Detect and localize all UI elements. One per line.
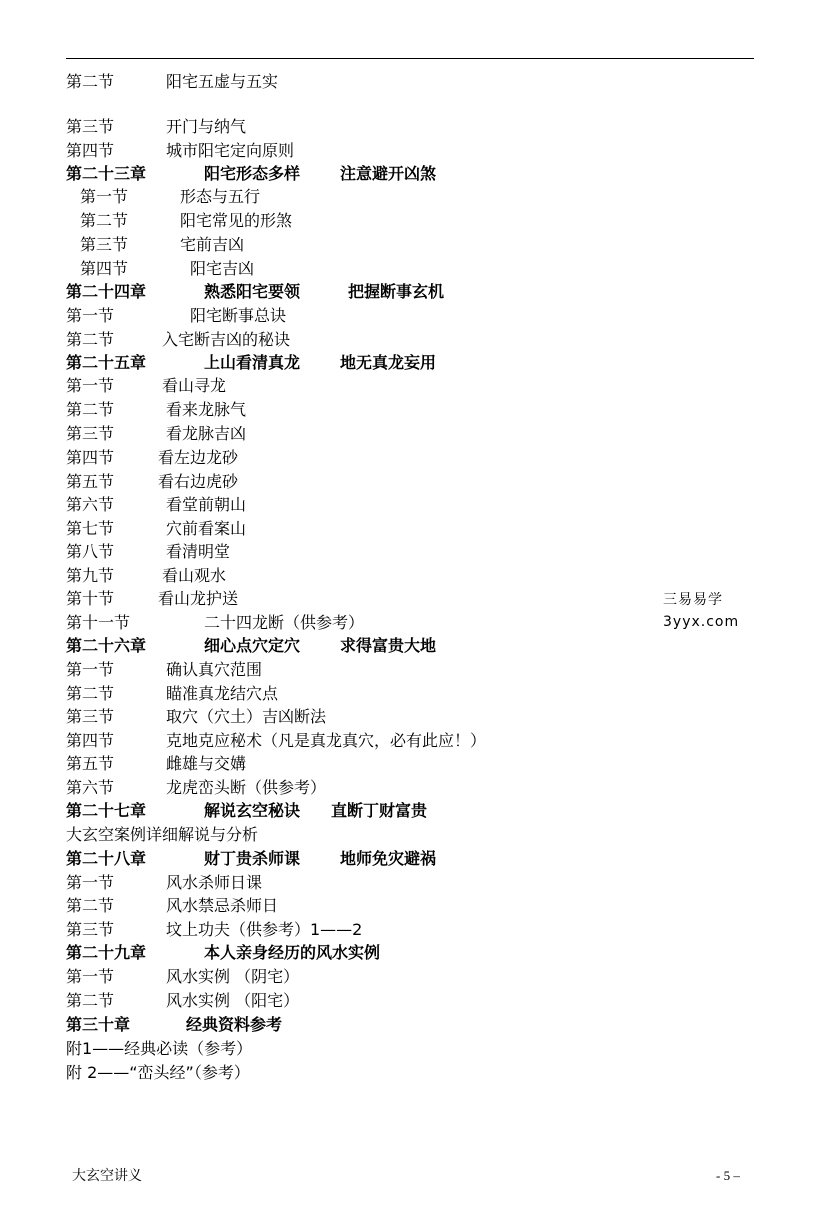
toc-title: 财丁贵杀师课 [204,849,301,868]
toc-label: 第二十九章 [66,943,147,962]
toc-label: 第三十章 [66,1015,131,1034]
toc-title: 风水实例 （阳宅） [166,991,300,1010]
toc-label: 第三节 [66,117,115,136]
toc-title: 龙虎峦头断（供参考） [166,778,327,797]
toc-title: 形态与五行 [180,187,261,206]
toc-label: 第一节 [66,660,115,679]
toc-label: 第二节 [66,684,115,703]
toc-label: 附 2——“峦头经”（参考） [66,1063,250,1082]
toc-title: 取穴（穴土）吉凶断法 [166,707,327,726]
toc-title: 看龙脉吉凶 [166,424,247,443]
toc-title: 穴前看案山 [166,519,247,538]
toc-label: 第四节 [66,448,115,467]
toc-subtitle: 直断丁财富贵 [331,801,428,820]
toc-subtitle: 注意避开凶煞 [340,164,437,183]
toc-label: 第二十三章 [66,164,147,183]
toc-title: 风水实例 （阴宅） [166,967,300,986]
toc-title: 看山龙护送 [158,589,239,608]
toc-label: 第二节 [66,72,115,91]
toc-title: 克地克应秘术（凡是真龙真穴，必有此应！） [166,731,487,750]
toc-label: 第一节 [66,873,115,892]
toc-label: 附1——经典必读（参考） [66,1039,253,1058]
toc-label: 第十一节 [66,613,131,632]
header-rule [66,58,754,59]
toc-title: 二十四龙断（供参考） [204,613,365,632]
toc-title: 风水禁忌杀师日 [166,896,279,915]
toc-label: 第四节 [66,141,115,160]
toc-label: 第六节 [66,495,115,514]
toc-title: 看左边龙砂 [158,448,239,467]
toc-label: 第五节 [66,472,115,491]
toc-label: 第二节 [80,211,129,230]
toc-title: 坟上功夫（供参考）1——2 [166,920,363,939]
toc-label: 第五节 [66,754,115,773]
toc-label: 第二节 [66,896,115,915]
toc-title: 看来龙脉气 [166,400,247,419]
toc-title: 阳宅形态多样 [204,164,301,183]
toc-label: 大玄空案例详细解说与分析 [66,825,259,844]
toc-label: 第四节 [80,259,129,278]
toc-title: 看山寻龙 [162,376,227,395]
toc-title: 本人亲身经历的风水实例 [204,943,381,962]
toc-title: 细心点穴定穴 [204,636,301,655]
toc-title: 城市阳宅定向原则 [166,141,295,160]
toc-title: 看右边虎砂 [158,472,239,491]
toc-title: 看堂前朝山 [166,495,247,514]
toc-title: 开门与纳气 [166,117,247,136]
toc-label: 第一节 [66,376,115,395]
toc-label: 第三节 [66,920,115,939]
toc-title: 阳宅吉凶 [190,259,255,278]
toc-label: 第一节 [80,187,129,206]
toc-title: 看山观水 [162,566,227,585]
toc-label: 第三节 [66,707,115,726]
toc-label: 第六节 [66,778,115,797]
toc-label: 第九节 [66,566,115,585]
footer-title: 大玄空讲义 [72,1168,142,1184]
watermark-url: 3yyx.com [663,614,740,630]
toc-title: 风水杀师日课 [166,873,263,892]
toc-label: 第二十七章 [66,801,147,820]
toc-subtitle: 把握断事玄机 [348,282,445,301]
toc-title: 宅前吉凶 [180,235,245,254]
toc-label: 第二十四章 [66,282,147,301]
toc-label: 第一节 [66,967,115,986]
toc-label: 第三节 [66,424,115,443]
toc-title: 解说玄空秘诀 [204,801,301,820]
toc-title: 熟悉阳宅要领 [204,282,301,301]
toc-title: 雌雄与交媾 [166,754,247,773]
toc-title: 瞄准真龙结穴点 [166,684,279,703]
toc-subtitle: 地师免灾避祸 [340,849,437,868]
toc-title: 上山看清真龙 [204,353,301,372]
toc-label: 第十节 [66,589,115,608]
watermark-name: 三易易学 [663,592,723,608]
toc-label: 第七节 [66,519,115,538]
toc-title: 阳宅断事总诀 [190,306,287,325]
toc-title: 看清明堂 [166,542,231,561]
toc-label: 第二节 [66,330,115,349]
toc-title: 确认真穴范围 [166,660,263,679]
toc-label: 第二节 [66,991,115,1010]
page-number: - 5 – [716,1168,740,1183]
toc-label: 第二节 [66,400,115,419]
toc-label: 第二十六章 [66,636,147,655]
toc-label: 第八节 [66,542,115,561]
toc-title: 阳宅五虚与五实 [166,72,279,91]
toc-subtitle: 地无真龙妄用 [340,353,437,372]
toc-title: 经典资料参考 [186,1015,283,1034]
toc-label: 第二十八章 [66,849,147,868]
toc-label: 第四节 [66,731,115,750]
toc-label: 第二十五章 [66,353,147,372]
toc-title: 阳宅常见的形煞 [180,211,293,230]
toc-label: 第三节 [80,235,129,254]
toc-subtitle: 求得富贵大地 [340,636,437,655]
toc-title: 入宅断吉凶的秘诀 [162,330,291,349]
toc-label: 第一节 [66,306,115,325]
